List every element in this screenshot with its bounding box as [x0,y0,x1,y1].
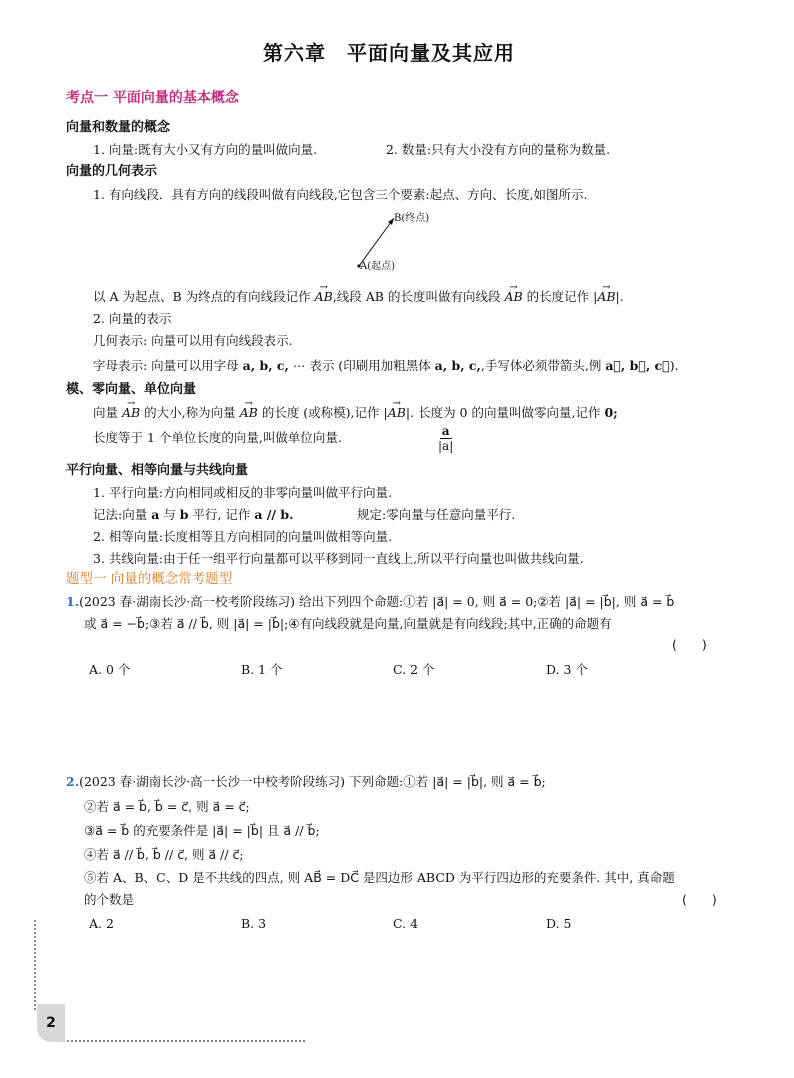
text-fragment: |. 长度为 0 的向量叫做零向量,记作 [405,405,605,420]
bold-letters: a, b, c, [434,358,481,373]
question-number: 1. [66,594,80,609]
text-fragment: 的长度 (或称模),记作 | [257,405,388,420]
answer-parentheses: ( ) [672,637,707,652]
directed-segment-definition: 1. 有向线段．具有方向的线段叫做有向线段,它包含三个要素:起点、方向、长度,如图所示. [93,187,588,202]
parallel-notation [93,509,293,522]
text-fragment: 记法:向量 [93,507,152,522]
proposition-5: ⑤若 A、B、C、D 是不共线的四点, 则 AB⃗ = DC⃗ 是四边形 ABCD 为平行四边形的充要条件. 其中, 真命题 [84,870,675,885]
bold-letters: a, b, c, [242,358,289,373]
modulus-definition [93,407,618,420]
vector-ab: → AB [504,291,522,304]
vector-ab: → AB [240,407,258,420]
unit-vector-definition: 长度等于 1 个单位长度的向量,叫做单位向量. [93,430,342,445]
equal-vector-definition: 2. 相等向量:长度相等且方向相同的向量叫做相等向量. [93,529,393,544]
page-title: 第六章 平面向量及其应用 [263,41,515,65]
option-d[interactable]: D. 5 [546,916,572,931]
text-fragment: 以 A 为起点、B 为终点的有向线段记作 [93,289,315,304]
vector-ab: → AB [597,291,615,304]
unit-vector-fraction [438,425,453,452]
fraction-numerator: a [441,424,450,438]
option-d[interactable]: D. 3 个 [546,662,588,677]
fraction-denominator: |a| [438,439,454,453]
margin-dotted-line [34,920,36,1010]
vector-a: a [151,507,160,522]
question-2 [66,776,546,789]
vector-ab: → AB [388,407,406,420]
letter-representation [93,360,679,373]
text-fragment: 的长度记作 | [522,289,598,304]
text-fragment: ,手写体必须带箭头,例 [480,358,606,373]
text-fragment: ). [669,358,679,373]
vector-ab: → AB [122,407,140,420]
question-source: (2023 春·湖南长沙·高一校考阶段练习) [79,594,296,609]
proposition-4: ④若 a⃗ // b⃗, b⃗ // c⃗, 则 a⃗ // c⃗; [84,847,244,862]
definition-quantity: 2. 数量:只有大小没有方向的量称为数量. [386,142,611,157]
kaodian-heading: 考点一 平面向量的基本概念 [66,90,239,106]
parallel-definition: 1. 平行向量:方向相同或相反的非零向量叫做平行向量. [93,485,393,500]
arrow-letters: a⃗, b⃗, c⃗ [605,358,670,373]
text-fragment: |. [615,289,624,304]
text-fragment: ⋯ 表示 (印刷用加粗黑体 [288,358,435,373]
vector-b: b [179,507,189,522]
question-number: 2. [66,774,80,789]
question-1-line-2: 或 a⃗ = −b⃗;③若 a⃗ // b⃗, 则 |a⃗| = |b⃗|;④有向线段就是向量,向量就是有向线段;其中,正确的命题有 [84,616,612,631]
question-type-heading: 题型一 向量的概念常考题型 [66,571,233,587]
option-c[interactable]: C. 2 个 [393,662,435,677]
figure-label-a: A(起点) [360,261,396,272]
zero-vector: 0; [604,405,618,420]
text-fragment: 与 [159,507,180,522]
vector-ab: → AB [315,291,333,304]
section-heading-vector-quantity: 向量和数量的概念 [66,120,171,135]
parallel-symbol: a // b. [254,507,294,522]
figure-label-b: B(终点) [394,213,430,224]
page-number: 2 [37,1004,65,1042]
proposition-2: ②若 a⃗ = b⃗, b⃗ = c⃗, 则 a⃗ = c⃗; [84,799,250,814]
option-c[interactable]: C. 4 [393,916,419,931]
question-text: 给出下列四个命题:①若 |a⃗| = 0, 则 a⃗ = 0;②若 |a⃗| = |b⃗|, 则 a⃗ = b⃗ [299,594,675,609]
question-text: 下列命题:①若 |a⃗| = |b⃗|, 则 a⃗ = b⃗; [349,774,546,789]
text-fragment: 平行, 记作 [188,507,255,522]
text-fragment: 的大小,称为向量 [140,405,240,420]
representation-heading: 2. 向量的表示 [93,311,172,326]
option-a[interactable]: A. 2 [89,916,114,931]
proposition-3: ③a⃗ = b⃗ 的充要条件是 |a⃗| = |b⃗| 且 a⃗ // b⃗; [84,823,320,838]
option-b[interactable]: B. 1 个 [241,662,283,677]
question-source: (2023 春·湖南长沙·高一长沙一中校考阶段练习) [79,774,346,789]
option-a[interactable]: A. 0 个 [89,662,131,677]
question-1 [66,596,674,609]
text-fragment: ,线段 AB 的长度叫做有向线段 [332,289,505,304]
collinear-vector-definition: 3. 共线向量:由于任一组平行向量都可以平移到同一直线上,所以平行向量也叫做共线向量. [93,551,584,566]
text-fragment: 向量 [93,405,122,420]
text-fragment: 字母表示: 向量可以用字母 [93,358,243,373]
section-heading-parallel: 平行向量、相等向量与共线向量 [66,463,249,478]
definition-vector: 1. 向量:既有大小又有方向的量叫做向量. [93,142,318,157]
answer-parentheses: ( ) [682,892,717,907]
section-heading-modulus: 模、零向量、单位向量 [66,382,197,397]
footer-dotted-line [60,1040,305,1042]
directed-segment-notation [93,291,624,304]
option-b[interactable]: B. 3 [241,916,267,931]
section-heading-geometric: 向量的几何表示 [66,164,158,179]
zero-vector-rule: 规定:零向量与任意向量平行. [357,507,516,522]
question-2-tail: 的个数是 [84,892,135,907]
geometric-representation: 几何表示: 向量可以用有向线段表示. [93,333,293,348]
